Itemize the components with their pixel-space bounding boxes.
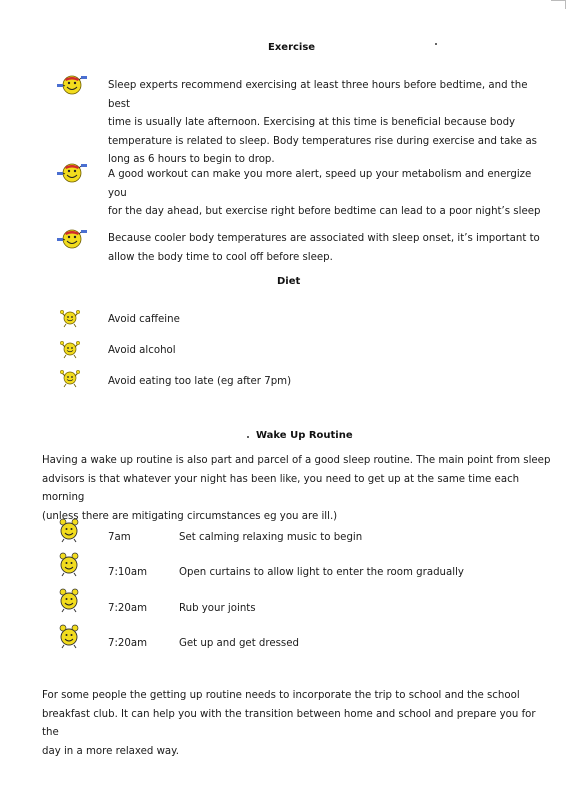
routine-time: 7:20am bbox=[108, 638, 148, 649]
wake-up-closing bbox=[42, 687, 552, 761]
diet-heading: Diet bbox=[277, 276, 301, 287]
diet-item-1: Avoid caffeine bbox=[108, 314, 180, 325]
text-line: breakfast club. It can help you with the transition between home and school and prepare you for the bbox=[42, 708, 536, 738]
routine-time: 7:20am bbox=[108, 603, 148, 614]
exercise-item-2 bbox=[108, 166, 548, 222]
text-line: Sleep experts recommend exercising at least three hours before bedtime, and the best bbox=[108, 80, 528, 110]
text-line: Having a wake up routine is also part and parcel of a good sleep routine. The main point from sleep bbox=[42, 455, 551, 466]
wake-up-intro bbox=[42, 452, 552, 526]
routine-task: Get up and get dressed bbox=[179, 638, 299, 649]
exercising-smiley-icon bbox=[57, 226, 89, 252]
alarm-clock-smiley-icon bbox=[58, 518, 80, 544]
cheering-smiley-icon bbox=[58, 336, 82, 360]
scan-speck bbox=[435, 43, 437, 45]
alarm-clock-smiley-icon bbox=[58, 624, 80, 650]
text-line: A good workout can make you more alert, speed up your metabolism and energize you bbox=[108, 169, 532, 199]
text-line: (unless there are mitigating circumstances eg you are ill.) bbox=[42, 510, 338, 522]
exercise-item-1 bbox=[108, 77, 548, 170]
text-line: temperature is related to sleep. Body temperatures rise during exercise and take as bbox=[108, 135, 537, 147]
text-line: Because cooler body temperatures are associated with sleep onset, it’s important to bbox=[108, 233, 540, 244]
routine-task: Set calming relaxing music to begin bbox=[179, 532, 363, 543]
text-line: long as 6 hours to begin to drop. bbox=[108, 154, 275, 165]
exercise-item-3 bbox=[108, 230, 548, 267]
exercising-smiley-icon bbox=[57, 72, 89, 98]
cheering-smiley-icon bbox=[58, 365, 82, 389]
text-line: for the day ahead, but exercise right before bedtime can lead to a poor night’s sleep bbox=[108, 206, 541, 217]
alarm-clock-smiley-icon bbox=[58, 552, 80, 578]
routine-time: 7am bbox=[108, 532, 131, 543]
exercising-smiley-icon bbox=[57, 160, 89, 186]
text-line: advisors is that whatever your night has been like, you need to get up at the same time each morning bbox=[42, 473, 520, 503]
text-line: time is usually late afternoon. Exercising at this time is beneficial because body bbox=[108, 117, 516, 128]
page-corner-mark bbox=[551, 0, 566, 9]
routine-task: Rub your joints bbox=[179, 603, 256, 614]
cheering-smiley-icon bbox=[58, 305, 82, 329]
text-line: allow the body time to cool off before sleep. bbox=[108, 251, 333, 263]
text-line: For some people the getting up routine needs to incorporate the trip to school and the school bbox=[42, 690, 520, 701]
scan-speck bbox=[247, 436, 249, 438]
exercise-heading: Exercise bbox=[268, 42, 316, 53]
diet-item-2: Avoid alcohol bbox=[108, 345, 176, 356]
routine-task: Open curtains to allow light to enter the room gradually bbox=[179, 567, 464, 578]
wake-up-heading: Wake Up Routine bbox=[256, 430, 353, 441]
text-line: day in a more relaxed way. bbox=[42, 745, 179, 757]
routine-time: 7:10am bbox=[108, 567, 148, 578]
diet-item-3: Avoid eating too late (eg after 7pm) bbox=[108, 376, 292, 387]
alarm-clock-smiley-icon bbox=[58, 588, 80, 614]
